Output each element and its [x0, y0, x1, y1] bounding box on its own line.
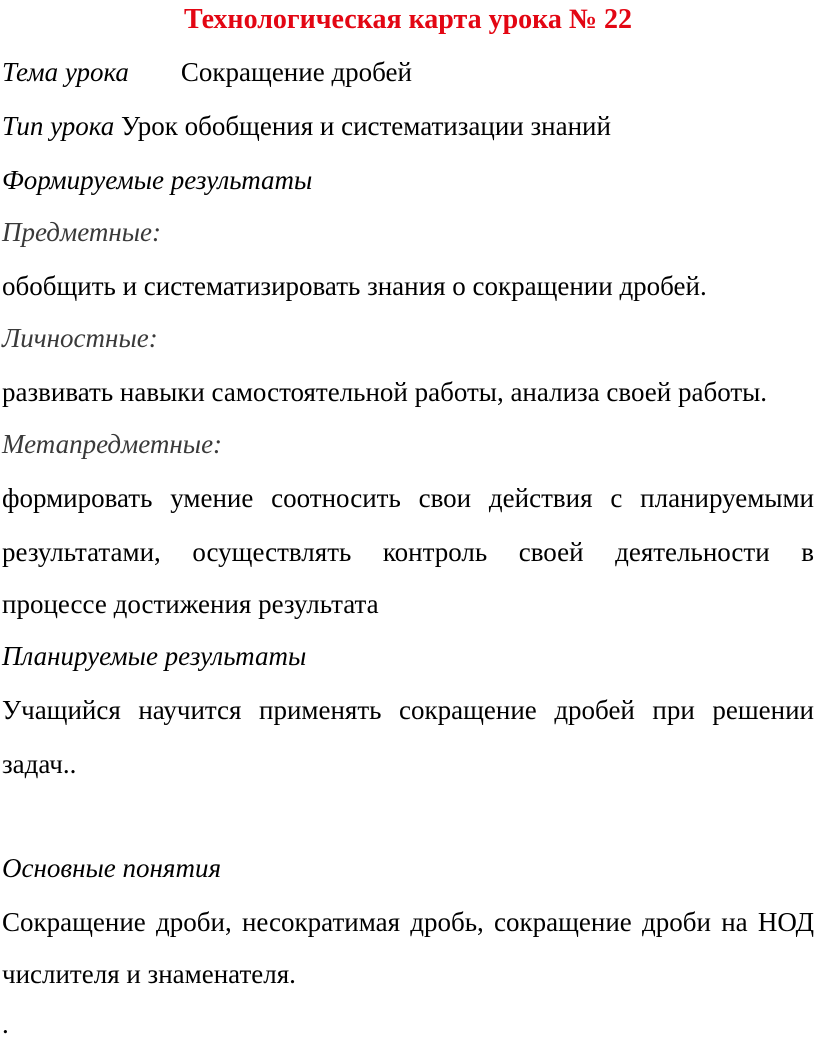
type-value: Урок обобщения и систематизации знаний	[120, 111, 611, 141]
personal-label: Личностные:	[2, 323, 158, 353]
type-label: Тип урока	[2, 111, 115, 141]
concepts-heading: Основные понятия	[2, 853, 222, 883]
personal-text: развивать навыки самостоятельной работы, анализа своей работы.	[2, 377, 768, 407]
planned-text-line: Учащийся научится применять сокращение дробей при решении	[2, 695, 814, 725]
concepts-text-line: Сокращение дроби, несократимая дробь, сокращение дроби на НОД	[2, 907, 814, 937]
meta-text-line: результатами, осуществлять контроль своей деятельности в	[2, 537, 814, 567]
type-row	[2, 110, 814, 142]
topic-value: Сокращение дробей	[180, 57, 412, 87]
results-heading: Формируемые результаты	[2, 165, 313, 195]
concepts-text-line: числителя и знаменателя.	[2, 959, 296, 989]
topic-row	[2, 56, 814, 88]
planned-text-line: задач..	[2, 749, 77, 779]
topic-label: Тема урока	[2, 57, 129, 87]
subject-text: обобщить и систематизировать знания о сокращении дробей.	[2, 271, 707, 301]
meta-text-line: процессе достижения результата	[2, 589, 379, 619]
page-title: Технологическая карта урока № 22	[183, 4, 633, 35]
meta-label: Метапредметные:	[2, 429, 223, 459]
meta-text-line: формировать умение соотносить свои действия с планируемыми	[2, 483, 814, 513]
subject-label: Предметные:	[2, 217, 161, 247]
trailing-mark: .	[2, 1009, 9, 1039]
planned-heading: Планируемые результаты	[2, 641, 307, 671]
